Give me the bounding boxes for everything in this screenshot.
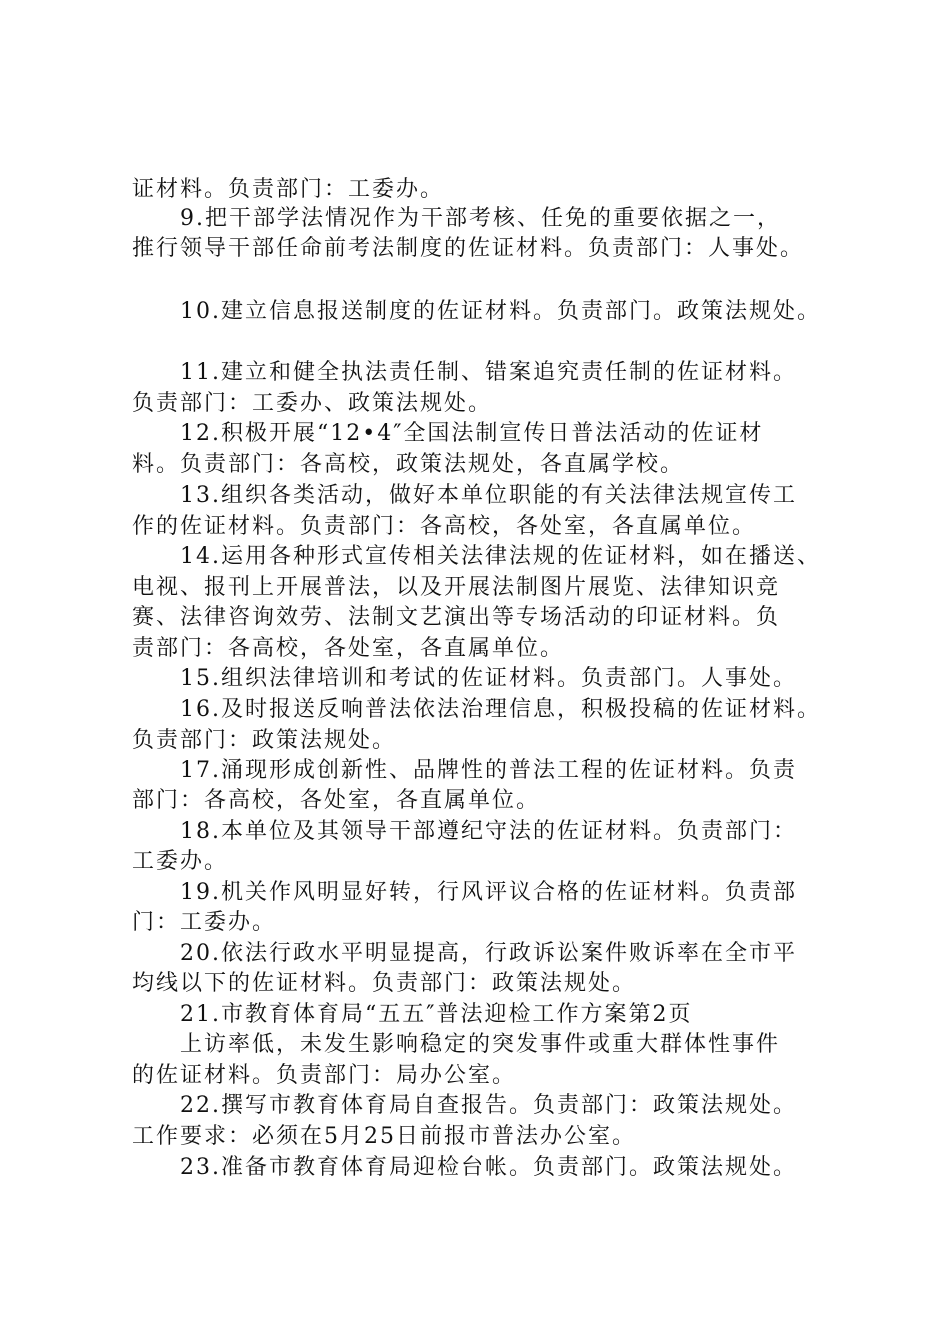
text-line: 电视、报刊上开展普法，以及开展法制图片展览、法律知识竞 — [132, 575, 781, 600]
text-line: 证材料。负责部门：工委办。 — [132, 177, 445, 202]
text-line: 16.及时报送反响普法依法治理信息，积极投稿的佐证材料。 — [180, 697, 821, 722]
text-line: 工委办。 — [132, 849, 229, 874]
text-line: 均线以下的佐证材料。负责部门：政策法规处。 — [132, 971, 637, 996]
text-line: 19.机关作风明显好转，行风评议合格的佐证材料。负责部 — [180, 880, 797, 905]
text-line: 推行领导干部任命前考法制度的佐证材料。负责部门：人事处。 — [132, 236, 805, 261]
text-line: 10.建立信息报送制度的佐证材料。负责部门。政策法规处。 — [180, 299, 821, 324]
text-line: 上访率低，未发生影响稳定的突发事件或重大群体性事件 — [180, 1032, 781, 1057]
text-line: 21.市教育体育局“五五″普法迎检工作方案第2页 — [180, 1002, 693, 1027]
text-line: 22.撰写市教育体育局自查报告。负责部门：政策法规处。 — [180, 1093, 797, 1118]
text-line: 作的佐证材料。负责部门：各高校，各处室，各直属单位。 — [132, 514, 757, 539]
text-line: 负责部门：工委办、政策法规处。 — [132, 391, 493, 416]
text-line: 23.准备市教育体育局迎检台帐。负责部门。政策法规处。 — [180, 1155, 797, 1180]
text-line: 工作要求：必须在5月25日前报市普法办公室。 — [132, 1124, 636, 1149]
text-line: 18.本单位及其领导干部遵纪守法的佐证材料。负责部门： — [180, 819, 797, 844]
text-line: 料。负责部门：各高校，政策法规处，各直属学校。 — [132, 452, 685, 477]
text-line: 14.运用各种形式宣传相关法律法规的佐证材料，如在播送、 — [180, 544, 821, 569]
text-line: 11.建立和健全执法责任制、错案追究责任制的佐证材料。 — [180, 360, 797, 385]
text-line: 12.积极开展“12•4″全国法制宣传日普法活动的佐证材 — [180, 421, 764, 446]
text-line: 的佐证材料。负责部门：局办公室。 — [132, 1063, 517, 1088]
text-line: 责部门：各高校，各处室，各直属单位。 — [132, 636, 565, 661]
text-line: 13.组织各类活动，做好本单位职能的有关法律法规宣传工 — [180, 483, 797, 508]
text-line: 赛、法律咨询效劳、法制文艺演出等专场活动的印证材料。负 — [132, 605, 781, 630]
text-line: 负责部门：政策法规处。 — [132, 728, 397, 753]
text-line: 部门：各高校，各处室，各直属单位。 — [132, 788, 541, 813]
text-line: 15.组织法律培训和考试的佐证材料。负责部门。人事处。 — [180, 666, 797, 691]
text-line: 17.涌现形成创新性、品牌性的普法工程的佐证材料。负责 — [180, 758, 797, 783]
text-line: 门：工委办。 — [132, 910, 277, 935]
text-line: 9.把干部学法情况作为干部考核、任免的重要依据之一， — [180, 206, 781, 231]
text-line: 20.依法行政水平明显提高，行政诉讼案件败诉率在全市平 — [180, 941, 797, 966]
